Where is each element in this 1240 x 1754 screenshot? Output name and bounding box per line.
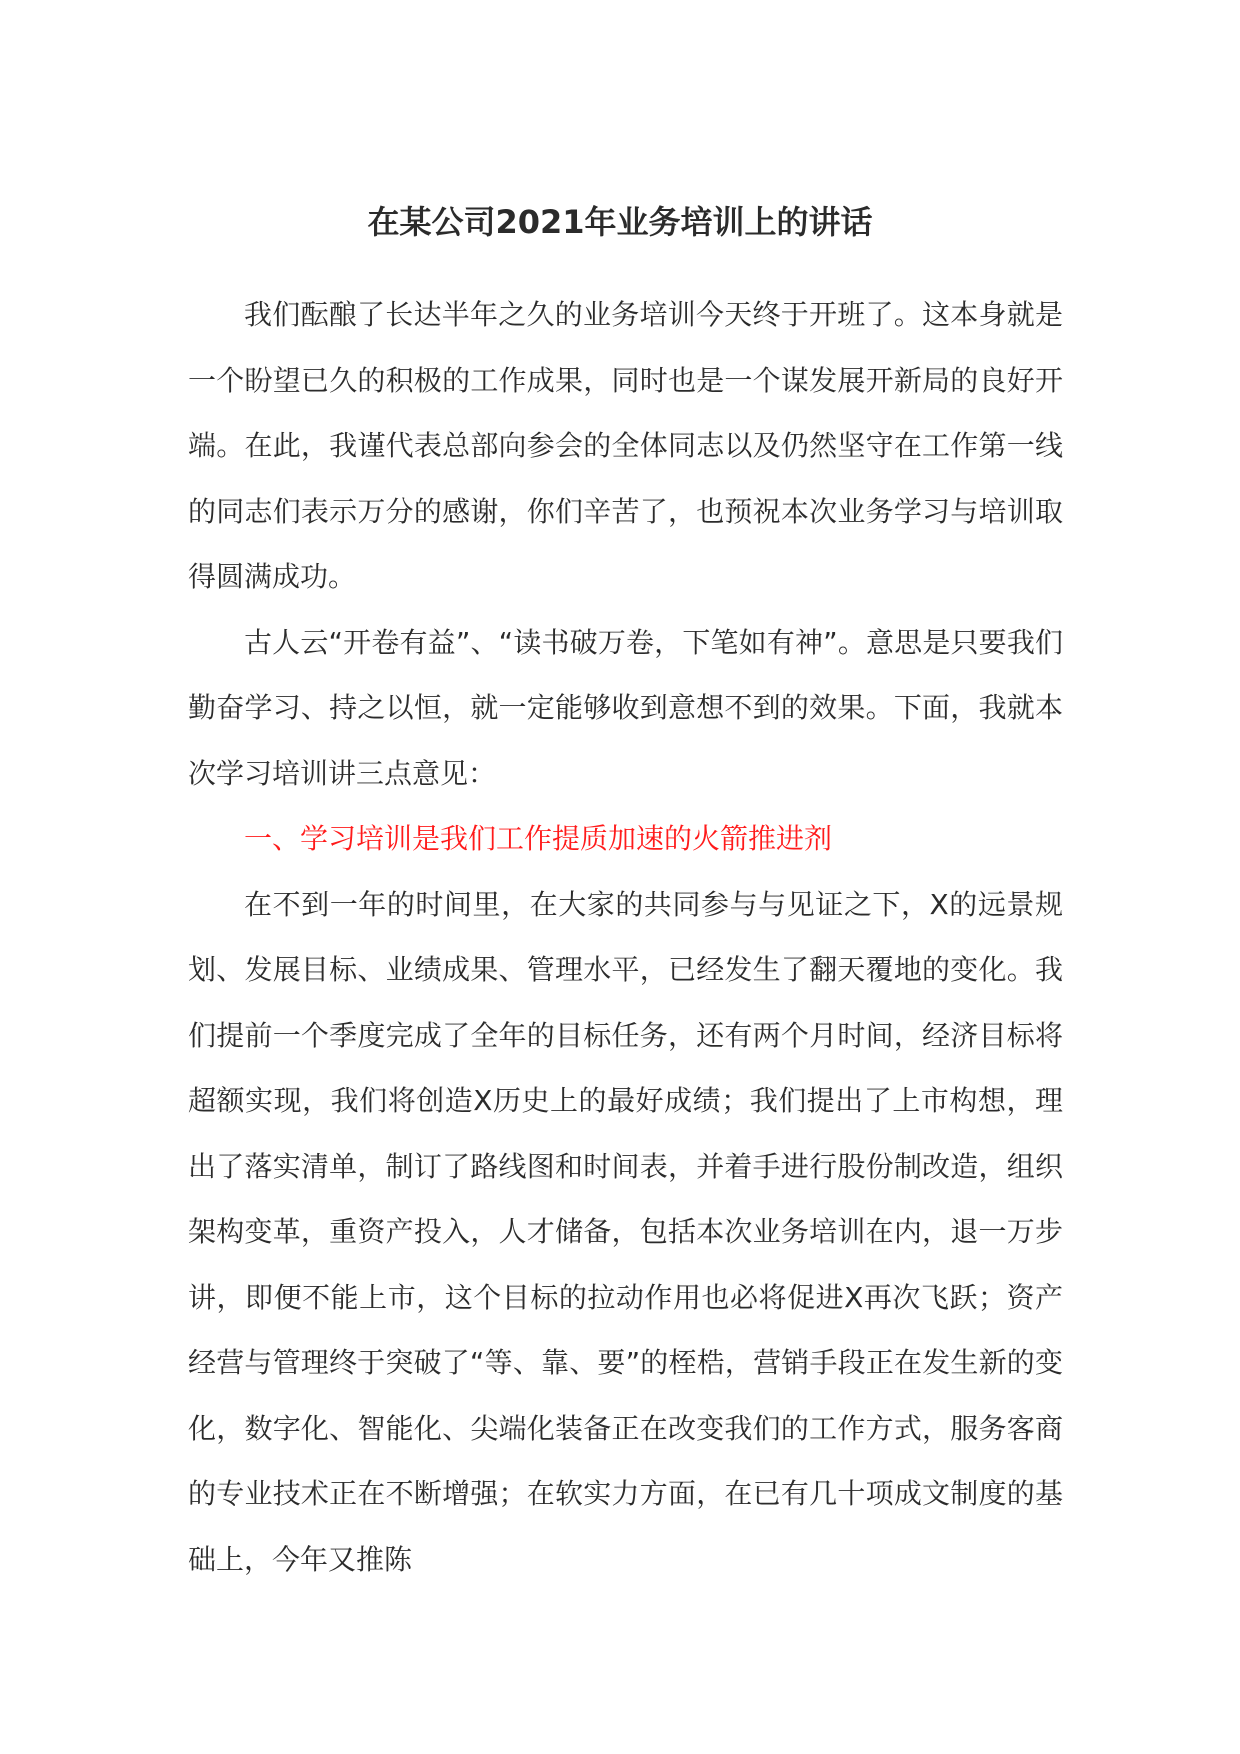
paragraph-opening: 我们酝酿了长达半年之久的业务培训今天终于开班了。这本身就是一个盼望已久的积极的工作成果，同时也是一个谋发展开新局的良好开端。在此，我谨代表总部向参会的全体同志以及仍然坚守在工作第一线的同志们表示万分的感谢，你们辛苦了，也预祝本次业务学习与培训取得圆满成功。 [188, 298, 1063, 593]
document-title: 在某公司2021年业务培训上的讲话 [367, 203, 873, 241]
paragraph-quote: 古人云“开卷有益”、“读书破万卷，下笔如有神”。意思是只要我们勤奋学习、持之以恒，就一定能够收到意想不到的效果。下面，我就本次学习培训讲三点意见： [188, 625, 1063, 790]
document-body [188, 282, 1063, 1592]
section-heading-1: 一、学习培训是我们工作提质加速的火箭推进剂 [244, 822, 833, 855]
paragraph-section-1: 在不到一年的时间里，在大家的共同参与与见证之下，X的远景规划、发展目标、业绩成果、管理水平，已经发生了翻天覆地的变化。我们提前一个季度完成了全年的目标任务，还有两个月时间，经济目标将超额实现，我们将创造X历史上的最好成绩；我们提出了上市构想，理出了落实清单，制订了路线图和时间表，并着手进行股份制改造，组织架构变革，重资产投入，人才储备，包括本次业务培训在内，退一万步讲，即便不能上市，这个目标的拉动作用也必将促进X再次飞跃；资产经营与管理终于突破了“等、靠、要”的桎梏，营销手段正在发生新的变化，数字化、智能化、尖端化装备正在改变我们的工作方式，服务客商的专业技术正在不断增强；在软实力方面，在已有几十项成文制度的基础上，今年又推陈 [188, 887, 1063, 1576]
